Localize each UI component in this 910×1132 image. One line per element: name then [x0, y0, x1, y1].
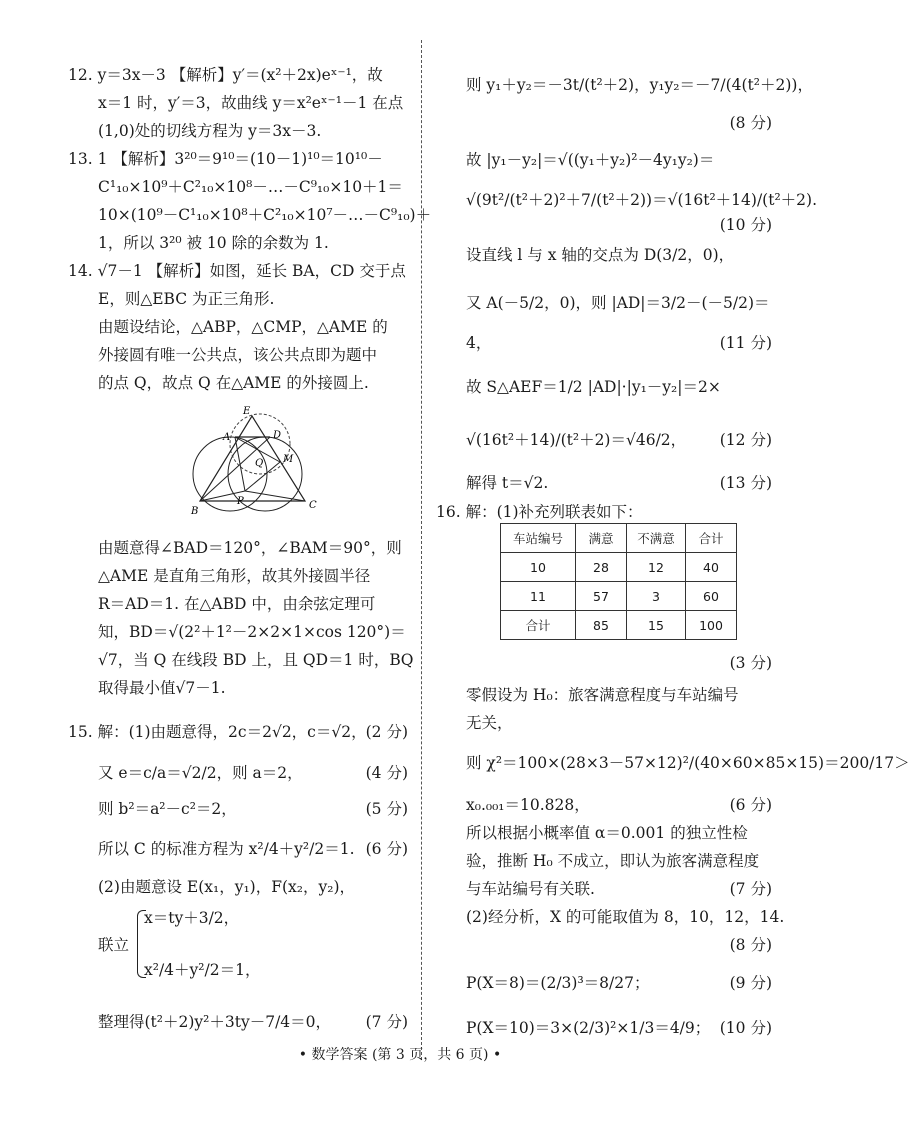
- right-line-8: [436, 430, 772, 450]
- score-5: (5 分): [365, 800, 408, 818]
- score-11: (11 分): [719, 334, 772, 352]
- answer-15-text-2: 又 e＝c/a＝√2/2，则 a＝2，: [98, 764, 303, 782]
- right-line-4: 设直线 l 与 x 轴的交点为 D(3/2，0)，: [466, 246, 735, 264]
- score-10a: (10 分): [719, 216, 772, 234]
- table-header-cell: 车站编号: [501, 524, 576, 553]
- score-8a: (8 分): [729, 114, 772, 132]
- answer-12-line-3: (1,0)处的切线方程为 y＝3x－3.: [98, 122, 322, 140]
- answer-14-line-7: △AME 是直角三角形，故其外接圆半径: [98, 567, 371, 585]
- right-text-3: √(9t²/(t²＋2)²＋7/(t²＋2))＝√(16t²＋14)/(t²＋2).: [466, 191, 817, 209]
- right-line-9: [436, 473, 772, 493]
- answer-15-text-6: 整理得(t²＋2)y²＋3ty－7/4＝0，: [98, 1013, 332, 1031]
- label-m: M: [283, 454, 294, 465]
- answer-14-line-9: 知，BD＝√(2²＋1²－2×2×1×cos 120°)＝: [98, 623, 406, 641]
- system-eq-2: x²/4＋y²/2＝1，: [144, 961, 261, 979]
- right-line-2: 故 |y₁－y₂|＝√((y₁＋y₂)²－4y₁y₂)＝: [466, 151, 715, 169]
- score-7: (7 分): [365, 1013, 408, 1031]
- score-6b: (6 分): [729, 796, 772, 814]
- right-text-15: x₀.₀₀₁＝10.828，: [466, 796, 590, 814]
- score-4: (4 分): [365, 764, 408, 782]
- answer-15-line-3: [68, 799, 408, 819]
- table-cell: 57: [576, 582, 627, 611]
- segment-pc: [245, 491, 305, 501]
- geometry-svg: [185, 404, 335, 529]
- table-header-row: [501, 524, 737, 553]
- right-line-10: 16. 解：(1)补充列联表如下：: [436, 503, 643, 521]
- right-line-13: 无关，: [466, 714, 513, 732]
- right-text-6: 4，: [466, 334, 492, 352]
- table-header-cell: 合计: [686, 524, 737, 553]
- column-divider: [421, 40, 422, 1060]
- right-line-12: 零假设为 H₀：旅客满意程度与车站编号: [466, 686, 739, 704]
- answer-13-line-3: 10×(10⁹－C¹₁₀×10⁸＋C²₁₀×10⁷－…－C⁹₁₀)＋: [98, 206, 432, 224]
- system-brace: [137, 910, 146, 978]
- table-cell: 10: [501, 553, 576, 582]
- answer-15-line-6: [68, 1012, 408, 1032]
- score-7b: (7 分): [729, 880, 772, 898]
- answer-15-line-4: [68, 839, 408, 859]
- answer-15-text-3: 则 b²＝a²－c²＝2，: [98, 800, 237, 818]
- table-row: [501, 553, 737, 582]
- right-line-22: [436, 1018, 772, 1038]
- score-10b: (10 分): [719, 1019, 772, 1037]
- right-line-5: 又 A(－5/2，0)，则 |AD|＝3/2－(－5/2)＝: [466, 294, 770, 312]
- answer-12-line-2: x＝1 时，y′＝3，故曲线 y＝x²eˣ⁻¹－1 在点: [98, 94, 404, 112]
- score-8b: (8 分): [729, 936, 772, 954]
- answer-14-line-3: 由题设结论，△ABP，△CMP，△AME 的: [98, 318, 388, 336]
- answer-15-text-1: 15. 解：(1)由题意得，2c＝2√2，c＝√2，: [68, 723, 367, 741]
- score-9: (9 分): [729, 974, 772, 992]
- score-2: (2 分): [365, 723, 408, 741]
- table-cell: 12: [627, 553, 686, 582]
- table-cell: 40: [686, 553, 737, 582]
- right-text-8: √(16t²＋14)/(t²＋2)＝√46/2，: [466, 431, 687, 449]
- system-eq-1: x＝ty＋3/2，: [144, 909, 240, 927]
- label-p: P: [237, 496, 244, 507]
- answer-14-line-6: 由题意得∠BAD＝120°，∠BAM＝90°，则: [98, 539, 402, 557]
- answer-13-line-4: 1，所以 3²⁰ 被 10 除的余数为 1.: [98, 234, 329, 252]
- table-cell: 100: [686, 611, 737, 640]
- right-text-21: P(X＝8)＝(2/3)³＝8/27；: [466, 974, 650, 992]
- label-e: E: [243, 406, 251, 417]
- right-line-3: [436, 190, 817, 210]
- answer-14-line-4: 外接圆有唯一公共点，该公共点即为题中: [98, 346, 378, 364]
- geometry-figure: [185, 404, 335, 533]
- table-cell: 60: [686, 582, 737, 611]
- table-cell: 11: [501, 582, 576, 611]
- segment-bd: [200, 437, 270, 501]
- right-line-7: 故 S△AEF＝1/2 |AD|·|y₁－y₂|＝2×: [466, 378, 721, 396]
- segment-ap: [235, 437, 245, 491]
- right-line-21: [436, 973, 772, 993]
- answer-15-line-1: [68, 722, 408, 742]
- right-line-1: 则 y₁＋y₂＝－3t/(t²＋2)，y₁y₂＝－7/(4(t²＋2))，: [466, 76, 813, 94]
- table-cell: 3: [627, 582, 686, 611]
- answer-14-line-2: E，则△EBC 为正三角形.: [98, 290, 275, 308]
- right-line-17: 验，推断 H₀ 不成立，即认为旅客满意程度: [466, 852, 760, 870]
- right-line-18: [436, 879, 772, 899]
- label-c: C: [309, 500, 317, 511]
- right-text-9: 解得 t＝√2.: [466, 474, 549, 492]
- right-text-18: 与车站编号有关联.: [466, 880, 595, 898]
- table-row: [501, 611, 737, 640]
- right-text-22: P(X＝10)＝3×(2/3)²×1/3＝4/9；: [466, 1019, 711, 1037]
- label-b: B: [191, 506, 199, 517]
- answer-13-line-2: C¹₁₀×10⁹＋C²₁₀×10⁸－…－C⁹₁₀×10＋1＝: [98, 178, 403, 196]
- table-header-cell: 不满意: [627, 524, 686, 553]
- answer-14-line-8: R＝AD＝1. 在△ABD 中，由余弦定理可: [98, 595, 376, 613]
- right-line-15: [436, 795, 772, 815]
- answer-14-line-11: 取得最小值√7－1.: [98, 679, 226, 697]
- table-cell: 85: [576, 611, 627, 640]
- right-line-19: (2)经分析，X 的可能取值为 8，10，12，14.: [466, 908, 785, 926]
- table-row: [501, 582, 737, 611]
- answer-12-line-1: 12. y＝3x－3 【解析】y′＝(x²＋2x)eˣ⁻¹，故: [68, 66, 383, 84]
- score-13: (13 分): [719, 474, 772, 492]
- page-footer: • 数学答案 (第 3 页，共 6 页) •: [298, 1047, 502, 1063]
- table-cell: 28: [576, 553, 627, 582]
- label-d: D: [273, 430, 282, 441]
- table-cell: 合计: [501, 611, 576, 640]
- label-a: A: [223, 432, 231, 443]
- right-line-14: 则 χ²＝100×(28×3－57×12)²/(40×60×85×15)＝200/17＞: [466, 754, 910, 772]
- answer-15-text-4: 所以 C 的标准方程为 x²/4＋y²/2＝1.: [98, 840, 355, 858]
- score-3: (3 分): [729, 654, 772, 672]
- answer-13-line-1: 13. 1 【解析】3²⁰＝9¹⁰＝(10－1)¹⁰＝10¹⁰－: [68, 150, 383, 168]
- label-q: Q: [255, 458, 264, 469]
- right-line-6: [436, 333, 772, 353]
- answer-14-line-10: √7，当 Q 在线段 BD 上，且 QD＝1 时，BQ: [98, 651, 414, 669]
- answer-15-line-5: (2)由题意设 E(x₁，y₁)，F(x₂，y₂)，: [98, 878, 355, 896]
- table-cell: 15: [627, 611, 686, 640]
- table-header-cell: 满意: [576, 524, 627, 553]
- answer-15-line-2: [68, 763, 408, 783]
- answer-14-line-1: 14. √7－1 【解析】如图，延长 BA，CD 交于点: [68, 262, 406, 280]
- system-label: 联立: [98, 936, 130, 954]
- score-6: (6 分): [365, 840, 408, 858]
- right-line-16: 所以根据小概率值 α＝0.001 的独立性检: [466, 824, 748, 842]
- score-12: (12 分): [719, 431, 772, 449]
- contingency-table: [500, 523, 737, 640]
- answer-14-line-5: 的点 Q，故点 Q 在△AME 的外接圆上.: [98, 374, 369, 392]
